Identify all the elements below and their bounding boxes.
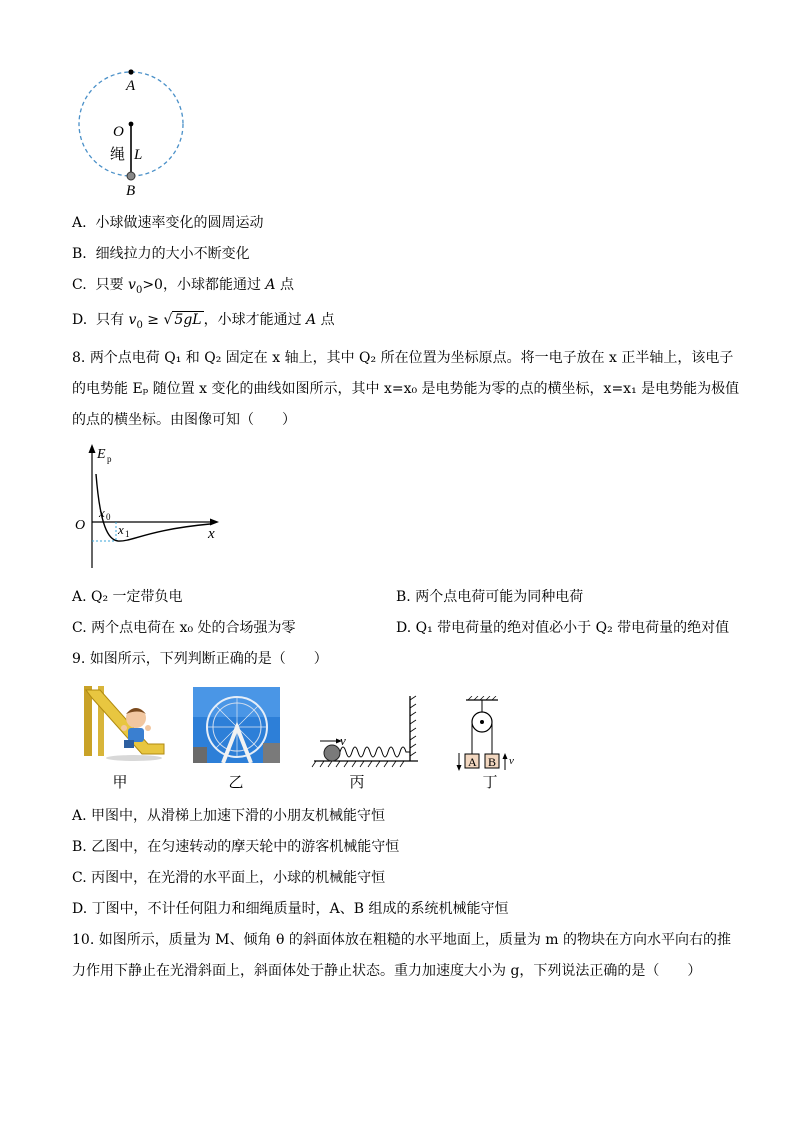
formula-relation: ≥ bbox=[147, 312, 160, 328]
point-a-label: A bbox=[126, 78, 136, 94]
block-b-label: B bbox=[488, 755, 497, 769]
energy-curve bbox=[96, 474, 210, 541]
option-letter: B. bbox=[72, 839, 87, 855]
option-text: 小球做速率变化的圆周运动 bbox=[95, 215, 264, 231]
origin-label: O bbox=[75, 518, 86, 533]
stem-text: 如图所示，下列判断正确的是（ ） bbox=[89, 651, 328, 667]
stem-text: 如图所示，质量为 M、倾角 θ 的斜面体放在粗糙的水平地面上，质量为 m 的物块在方向水平向右的推 bbox=[98, 932, 732, 948]
q8-stem-line3 bbox=[72, 410, 296, 430]
option-letter: A. bbox=[72, 589, 87, 605]
q7-option-a bbox=[72, 213, 263, 233]
circle-rope-figure bbox=[70, 62, 190, 200]
pulley-figure bbox=[450, 696, 520, 776]
option-text-pre: 只有 bbox=[96, 312, 129, 328]
block-a-label: A bbox=[468, 755, 477, 769]
option-text: 丙图中，在光滑的水平面上，小球的机械能守恒 bbox=[91, 870, 386, 886]
option-text: 两个点电荷可能为同种电荷 bbox=[415, 589, 584, 605]
option-letter: B. bbox=[72, 246, 87, 262]
slide-figure bbox=[78, 682, 166, 762]
q9-option-d bbox=[72, 899, 509, 919]
point-symbol: A bbox=[306, 312, 317, 328]
x1-label: x bbox=[118, 522, 124, 537]
ball-b bbox=[127, 172, 135, 180]
q7-option-b bbox=[72, 244, 250, 264]
spring-ball-figure bbox=[310, 692, 425, 770]
caption-bing: 丙 bbox=[349, 773, 365, 791]
ball bbox=[324, 745, 340, 761]
formula-radicand: 5gL bbox=[174, 312, 202, 328]
velocity-subscript: 0 bbox=[135, 284, 143, 296]
option-text: 丁图中，不计任何阻力和细绳质量时，A、B 组成的系统机械能守恒 bbox=[91, 901, 509, 917]
velocity-label: v bbox=[340, 733, 346, 748]
option-letter: A. bbox=[72, 808, 87, 824]
x-axis-arrow bbox=[210, 519, 219, 526]
q8-option-d bbox=[396, 618, 729, 638]
question-number: 9. bbox=[72, 651, 86, 667]
caption-jia: 甲 bbox=[112, 773, 128, 791]
option-text: 乙图中，在匀速转动的摩天轮中的游客机械能守恒 bbox=[91, 839, 400, 855]
option-text-end: 点 bbox=[316, 312, 335, 328]
formula-sub: 0 bbox=[136, 319, 143, 331]
option-letter: C. bbox=[72, 620, 87, 636]
option-text-end: 点 bbox=[275, 277, 294, 293]
x0-label: x bbox=[99, 505, 105, 520]
stem-text: 的点的横坐标。由图像可知（ ） bbox=[72, 412, 296, 428]
q7-option-d bbox=[72, 310, 335, 336]
option-text: Q₂ 一定带负电 bbox=[91, 589, 183, 605]
q9-option-b bbox=[72, 837, 399, 857]
option-letter: D. bbox=[72, 312, 88, 328]
option-letter: A. bbox=[72, 215, 87, 231]
x-axis-label: x bbox=[208, 526, 215, 542]
formula-lhs: v bbox=[128, 312, 137, 328]
spring bbox=[340, 747, 410, 757]
caption-yi: 乙 bbox=[228, 773, 244, 791]
x0-subscript: 0 bbox=[106, 512, 111, 522]
caption-ding: 丁 bbox=[482, 773, 498, 791]
stem-text: 的电势能 Eₚ 随位置 x 变化的曲线如图所示，其中 x=x₀ 是电势能为零的点的横坐标，x=x₁ 是电势能为极值 bbox=[72, 381, 740, 397]
sqrt-sign: √ bbox=[163, 312, 173, 328]
option-letter: B. bbox=[396, 589, 411, 605]
q10-stem-line1 bbox=[72, 930, 731, 950]
q9-option-a bbox=[72, 806, 385, 826]
point-b-label: B bbox=[126, 183, 136, 199]
length-label: L bbox=[134, 147, 143, 163]
option-letter: C. bbox=[72, 870, 87, 886]
option-text: 两个点电荷在 x₀ 处的合场强为零 bbox=[91, 620, 296, 636]
option-letter: C. bbox=[72, 277, 87, 293]
point-o-label: O bbox=[113, 124, 124, 140]
option-text: 甲图中，从滑梯上加速下滑的小朋友机械能守恒 bbox=[91, 808, 386, 824]
question-number: 8. bbox=[72, 350, 86, 366]
q8-option-b bbox=[396, 587, 583, 607]
q8-stem-line1 bbox=[72, 348, 733, 368]
q9-option-c bbox=[72, 868, 385, 888]
option-text-post: >0，小球都能通过 bbox=[142, 277, 266, 293]
y-axis-arrow bbox=[89, 444, 96, 453]
q8-option-c bbox=[72, 618, 296, 638]
q9-stem bbox=[72, 649, 328, 669]
velocity-symbol: v bbox=[128, 277, 136, 293]
y-axis-label-subscript: p bbox=[107, 454, 112, 464]
velocity-label: v bbox=[509, 755, 514, 767]
option-text: Q₁ 带电荷量的绝对值必小于 Q₂ 带电荷量的绝对值 bbox=[415, 620, 730, 636]
stem-text: 力作用下静止在光滑斜面上，斜面体处于静止状态。重力加速度大小为 g，下列说法正确的是（ ） bbox=[72, 963, 702, 979]
x1-subscript: 1 bbox=[125, 529, 130, 539]
potential-energy-graph bbox=[70, 440, 230, 575]
option-letter: D. bbox=[72, 901, 88, 917]
q7-option-c bbox=[72, 275, 294, 301]
q10-stem-line2 bbox=[72, 961, 701, 981]
question-number: 10. bbox=[72, 932, 95, 948]
option-text-pre: 只要 bbox=[95, 277, 129, 293]
option-text: 细线拉力的大小不断变化 bbox=[95, 246, 250, 262]
y-axis-label: E bbox=[97, 447, 106, 462]
option-text-post: ，小球才能通过 bbox=[203, 312, 307, 328]
q8-stem-line2 bbox=[72, 379, 739, 399]
point-a-dot bbox=[128, 69, 133, 74]
point-symbol: A bbox=[265, 277, 276, 293]
stem-text: 两个点电荷 Q₁ 和 Q₂ 固定在 x 轴上，其中 Q₂ 所在位置为坐标原点。将一电子放在 x 正半轴上，该电子 bbox=[89, 350, 734, 366]
q8-option-a bbox=[72, 587, 183, 607]
option-letter: D. bbox=[396, 620, 412, 636]
ferris-wheel-figure bbox=[193, 687, 280, 763]
rope-label: 绳 bbox=[110, 147, 126, 163]
